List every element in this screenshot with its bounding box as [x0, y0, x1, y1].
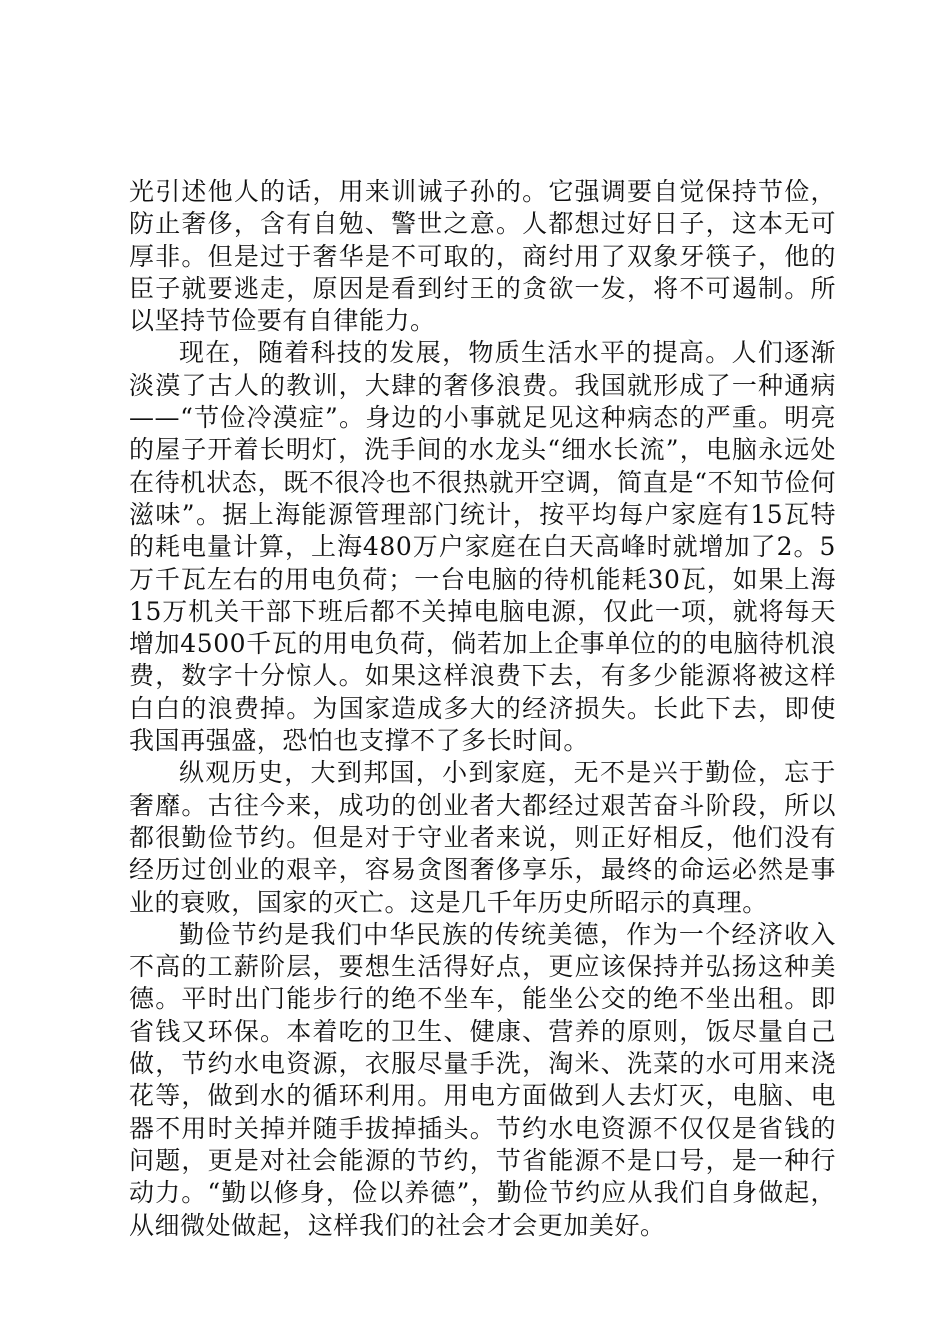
paragraph-4: 勤俭节约是我们中华民族的传统美德，作为一个经济收入不高的工薪阶层，要想生活得好点，更应该保持并弘扬这种美德。平时出门能步行的绝不坐车，能坐公交的绝不坐出租。即省钱又环保。本着吃的卫生、健康、营养的原则，饭尽量自己做，节约水电资源，衣服尽量手洗，淘米、洗菜的水可用来浇花等，做到水的循环利用。用电方面做到人去灯灭，电脑、电器不用时关掉并随手拔掉插头。节约水电资源不仅仅是省钱的问题，更是对社会能源的节约，节省能源不是口号，是一种行动力。“勤以修身，俭以养德”，勤俭节约应从我们自身做起，从细微处做起，这样我们的社会才会更加美好。: [129, 919, 836, 1240]
document-body: [129, 176, 836, 1242]
paragraph-2: 现在，随着科技的发展，物质生活水平的提高。人们逐渐淡漠了古人的教训，大肆的奢侈浪费。我国就形成了一种通病——“节俭冷漠症”。身边的小事就足见这种病态的严重。明亮的屋子开着长明灯，洗手间的水龙头“细水长流”，电脑永远处在待机状态，既不很冷也不很热就开空调，简直是“不知节俭何滋味”。据上海能源管理部门统计，按平均每户家庭有15瓦特的耗电量计算，上海480万户家庭在白天高峰时就增加了2。5万千瓦左右的用电负荷；一台电脑的待机能耗30瓦，如果上海15万机关干部下班后都不关掉电脑电源，仅此一项，就将每天增加4500千瓦的用电负荷，倘若加上企事单位的的电脑待机浪费，数字十分惊人。如果这样浪费下去，有多少能源将被这样白白的浪费掉。为国家造成多大的经济损失。长此下去，即使我国再强盛，恐怕也支撑不了多长时间。: [129, 338, 836, 756]
paragraph-1: 光引述他人的话，用来训诫子孙的。它强调要自觉保持节俭，防止奢侈，含有自勉、警世之意。人都想过好日子，这本无可厚非。但是过于奢华是不可取的，商纣用了双象牙筷子，他的臣子就要逃走，原因是看到纣王的贪欲一发，将不可遏制。所以坚持节俭要有自律能力。: [129, 177, 836, 336]
paragraph-3: 纵观历史，大到邦国，小到家庭，无不是兴于勤俭，忘于奢靡。古往今来，成功的创业者大都经过艰苦奋斗阶段，所以都很勤俭节约。但是对于守业者来说，则正好相反，他们没有经历过创业的艰辛，容易贪图奢侈享乐，最终的命运必然是事业的衰败，国家的灭亡。这是几千年历史所昭示的真理。: [129, 758, 836, 917]
